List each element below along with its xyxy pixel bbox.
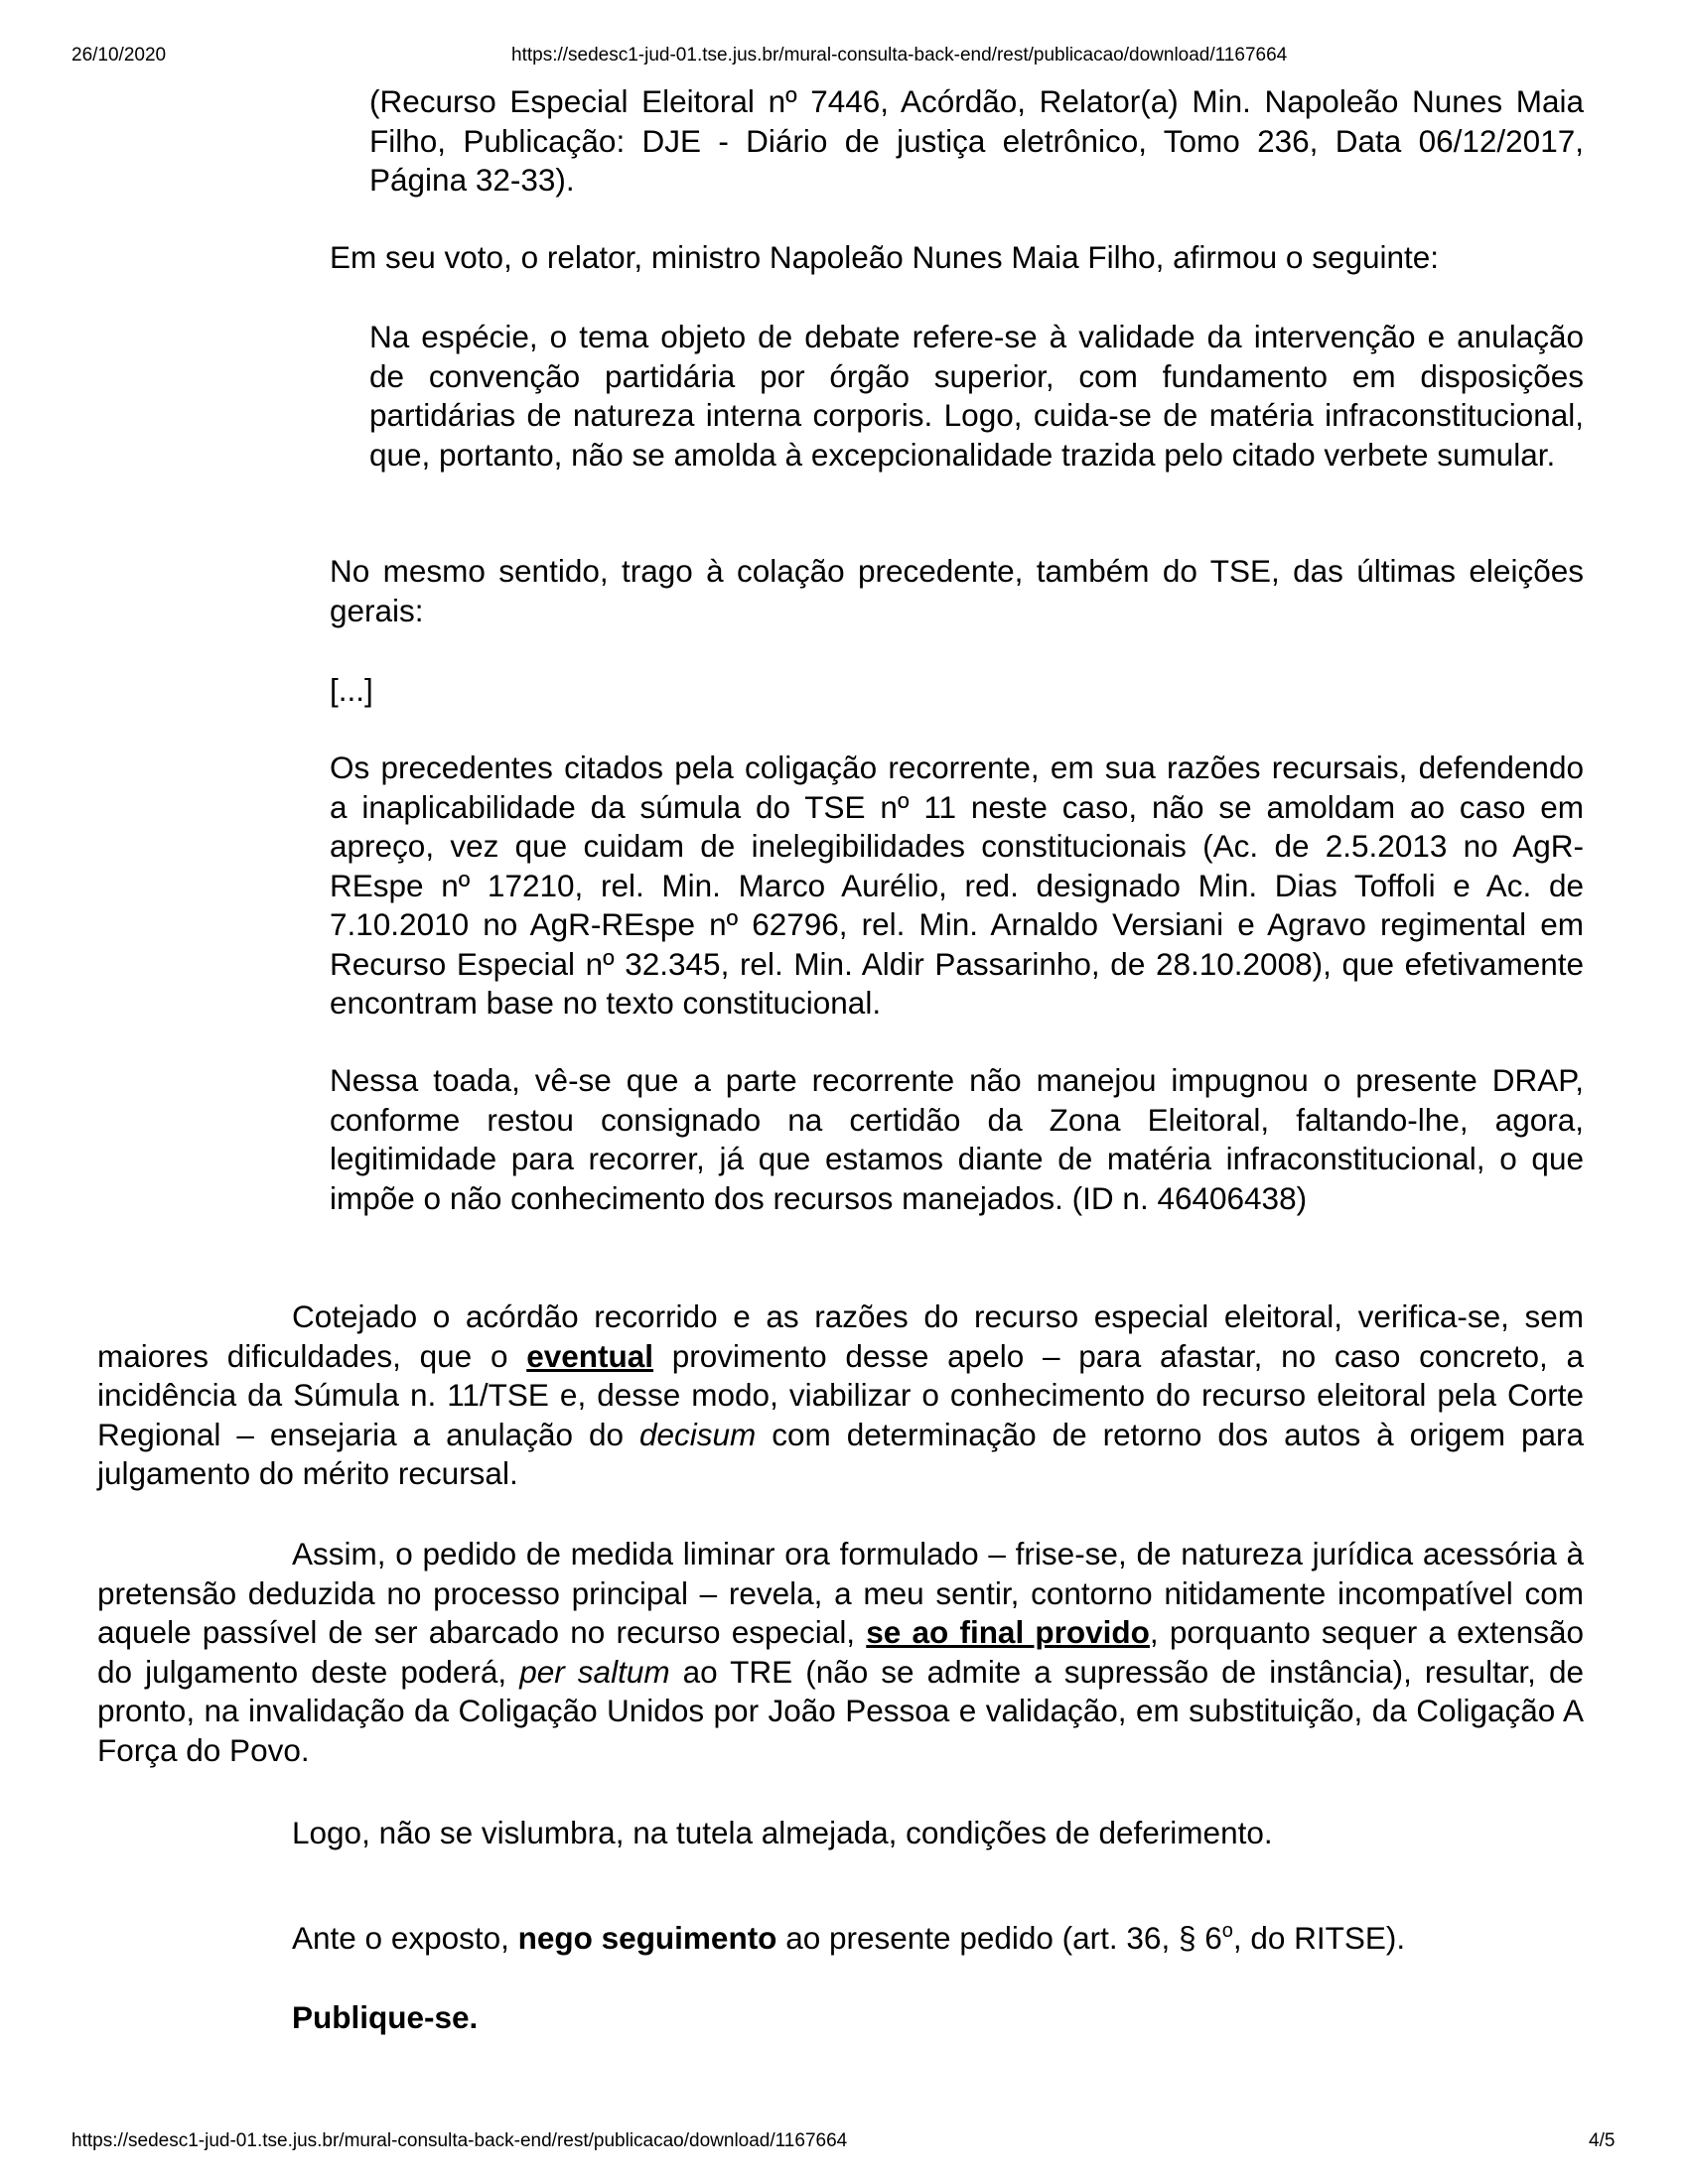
cotejado-paragraph (97, 1297, 1584, 1494)
logo-paragraph: Logo, não se vislumbra, na tutela almejada, condições de deferimento. (292, 1815, 1273, 1850)
cotejado-text-3: com determinação de retorno dos autos à origem para julgamento do mérito recursal. (97, 1416, 1584, 1491)
citation-paragraph: (Recurso Especial Eleitoral nº 7446, Acórdão, Relator(a) Min. Napoleão Nunes Maia Filho, Publicação: DJE - Diário de justiça eletrônico, Tomo 236, Data 06/12/2017, Página 32-33). (369, 83, 1584, 198)
ante-text-1: Ante o exposto, (292, 1920, 518, 1956)
ellipsis: [...] (330, 672, 373, 708)
assim-text-1: Assim, o pedido de medida liminar ora formulado – frise-se, de natureza jurídica acessória à pretensão deduzida no processo principal – revela, a meu sentir, contorno nitidamente incompatível com aquele passível de ser abarcado no recurso especial, (97, 1536, 1584, 1650)
quote-paragraph: Na espécie, o tema objeto de debate refere-se à validade da intervenção e anulação de convenção partidária por órgão superior, com fundamento em disposições partidárias de natureza interna corporis. Logo, cuida-se de matéria infraconstitucional, que, portanto, não se amolda à excepcionalidade trazida pelo citado verbete sumular. (369, 319, 1584, 473)
footer-url: https://sedesc1-jud-01.tse.jus.br/mural-consulta-back-end/rest/publicacao/download/1167664 (71, 2130, 848, 2151)
ante-paragraph (292, 1919, 1583, 1959)
precedents-paragraph: Os precedentes citados pela coligação recorrente, em sua razões recursais, defendendo a inaplicabilidade da súmula do TSE nº 11 neste caso, não se amoldam ao caso em apreço, vez que cuidam de inelegibilidades constitucionais (Ac. de 2.5.2013 no AgR-REspe nº 17210, rel. Min. Marco Aurélio, red. designado Min. Dias Toffoli e Ac. de 7.10.2010 no AgR-REspe nº 62796, rel. Min. Arnaldo Versiani e Agravo regimental em Recurso Especial nº 32.345, rel. Min. Aldir Passarinho, de 28.10.2008), que efetivamente encontram base no texto constitucional. (330, 750, 1584, 1021)
cotejado-text-1: Cotejado o acórdão recorrido e as razões do recurso especial eleitoral, verifica-se, sem maiores dificuldades, que o (97, 1298, 1584, 1374)
ante-superscript: o (1221, 1920, 1233, 1942)
cotejado-bold-eventual: eventual (526, 1337, 654, 1374)
ante-bold-nego-seguimento: nego seguimento (517, 1920, 777, 1956)
ante-text-2: ao presente pedido (art. 36, § 6 (776, 1920, 1222, 1956)
assim-paragraph (97, 1535, 1584, 1770)
assim-text-3: ao TRE (não se admite a supressão de instância), resultar, de pronto, na invalidação da Coligação Unidos por João Pessoa e validação, em substituição, da Coligação A Força do Povo. (97, 1653, 1584, 1768)
cotejado-italic-decisum: decisum (638, 1416, 757, 1452)
ante-text-3: , do RITSE). (1232, 1920, 1406, 1956)
header-date: 26/10/2020 (71, 45, 167, 66)
assim-text-2: , porquanto sequer a extensão do julgamento deste poderá, (97, 1614, 1584, 1690)
assim-bold-se-ao-final-provido: se ao final provido (866, 1614, 1150, 1650)
relator-intro-paragraph: Em seu voto, o relator, ministro Napoleão Nunes Maia Filho, afirmou o seguinte: (330, 239, 1440, 275)
footer-page-number: 4/5 (1589, 2130, 1616, 2151)
same-sense-paragraph: No mesmo sentido, trago à colação precedente, também do TSE, das últimas eleições gerais: (330, 553, 1584, 628)
cotejado-text-2: provimento desse apelo – para afastar, no caso concreto, a incidência da Súmula n. 11/TSE e, desse modo, viabilizar o conhecimento do recurso eleitoral pela Corte Regional – ensejaria a anulação do (97, 1337, 1584, 1452)
publique-se: Publique-se. (292, 1999, 479, 2035)
header-url: https://sedesc1-jud-01.tse.jus.br/mural-consulta-back-end/rest/publicacao/download/1167664 (511, 45, 1288, 66)
toada-paragraph: Nessa toada, vê-se que a parte recorrente não manejou impugnou o presente DRAP, conforme restou consignado na certidão da Zona Eleitoral, faltando-lhe, agora, legitimidade para recorrer, já que estamos diante de matéria infraconstitucional, o que impõe o não conhecimento dos recursos manejados. (ID n. 46406438) (330, 1062, 1584, 1216)
assim-italic-per-saltum: per saltum (519, 1653, 670, 1690)
